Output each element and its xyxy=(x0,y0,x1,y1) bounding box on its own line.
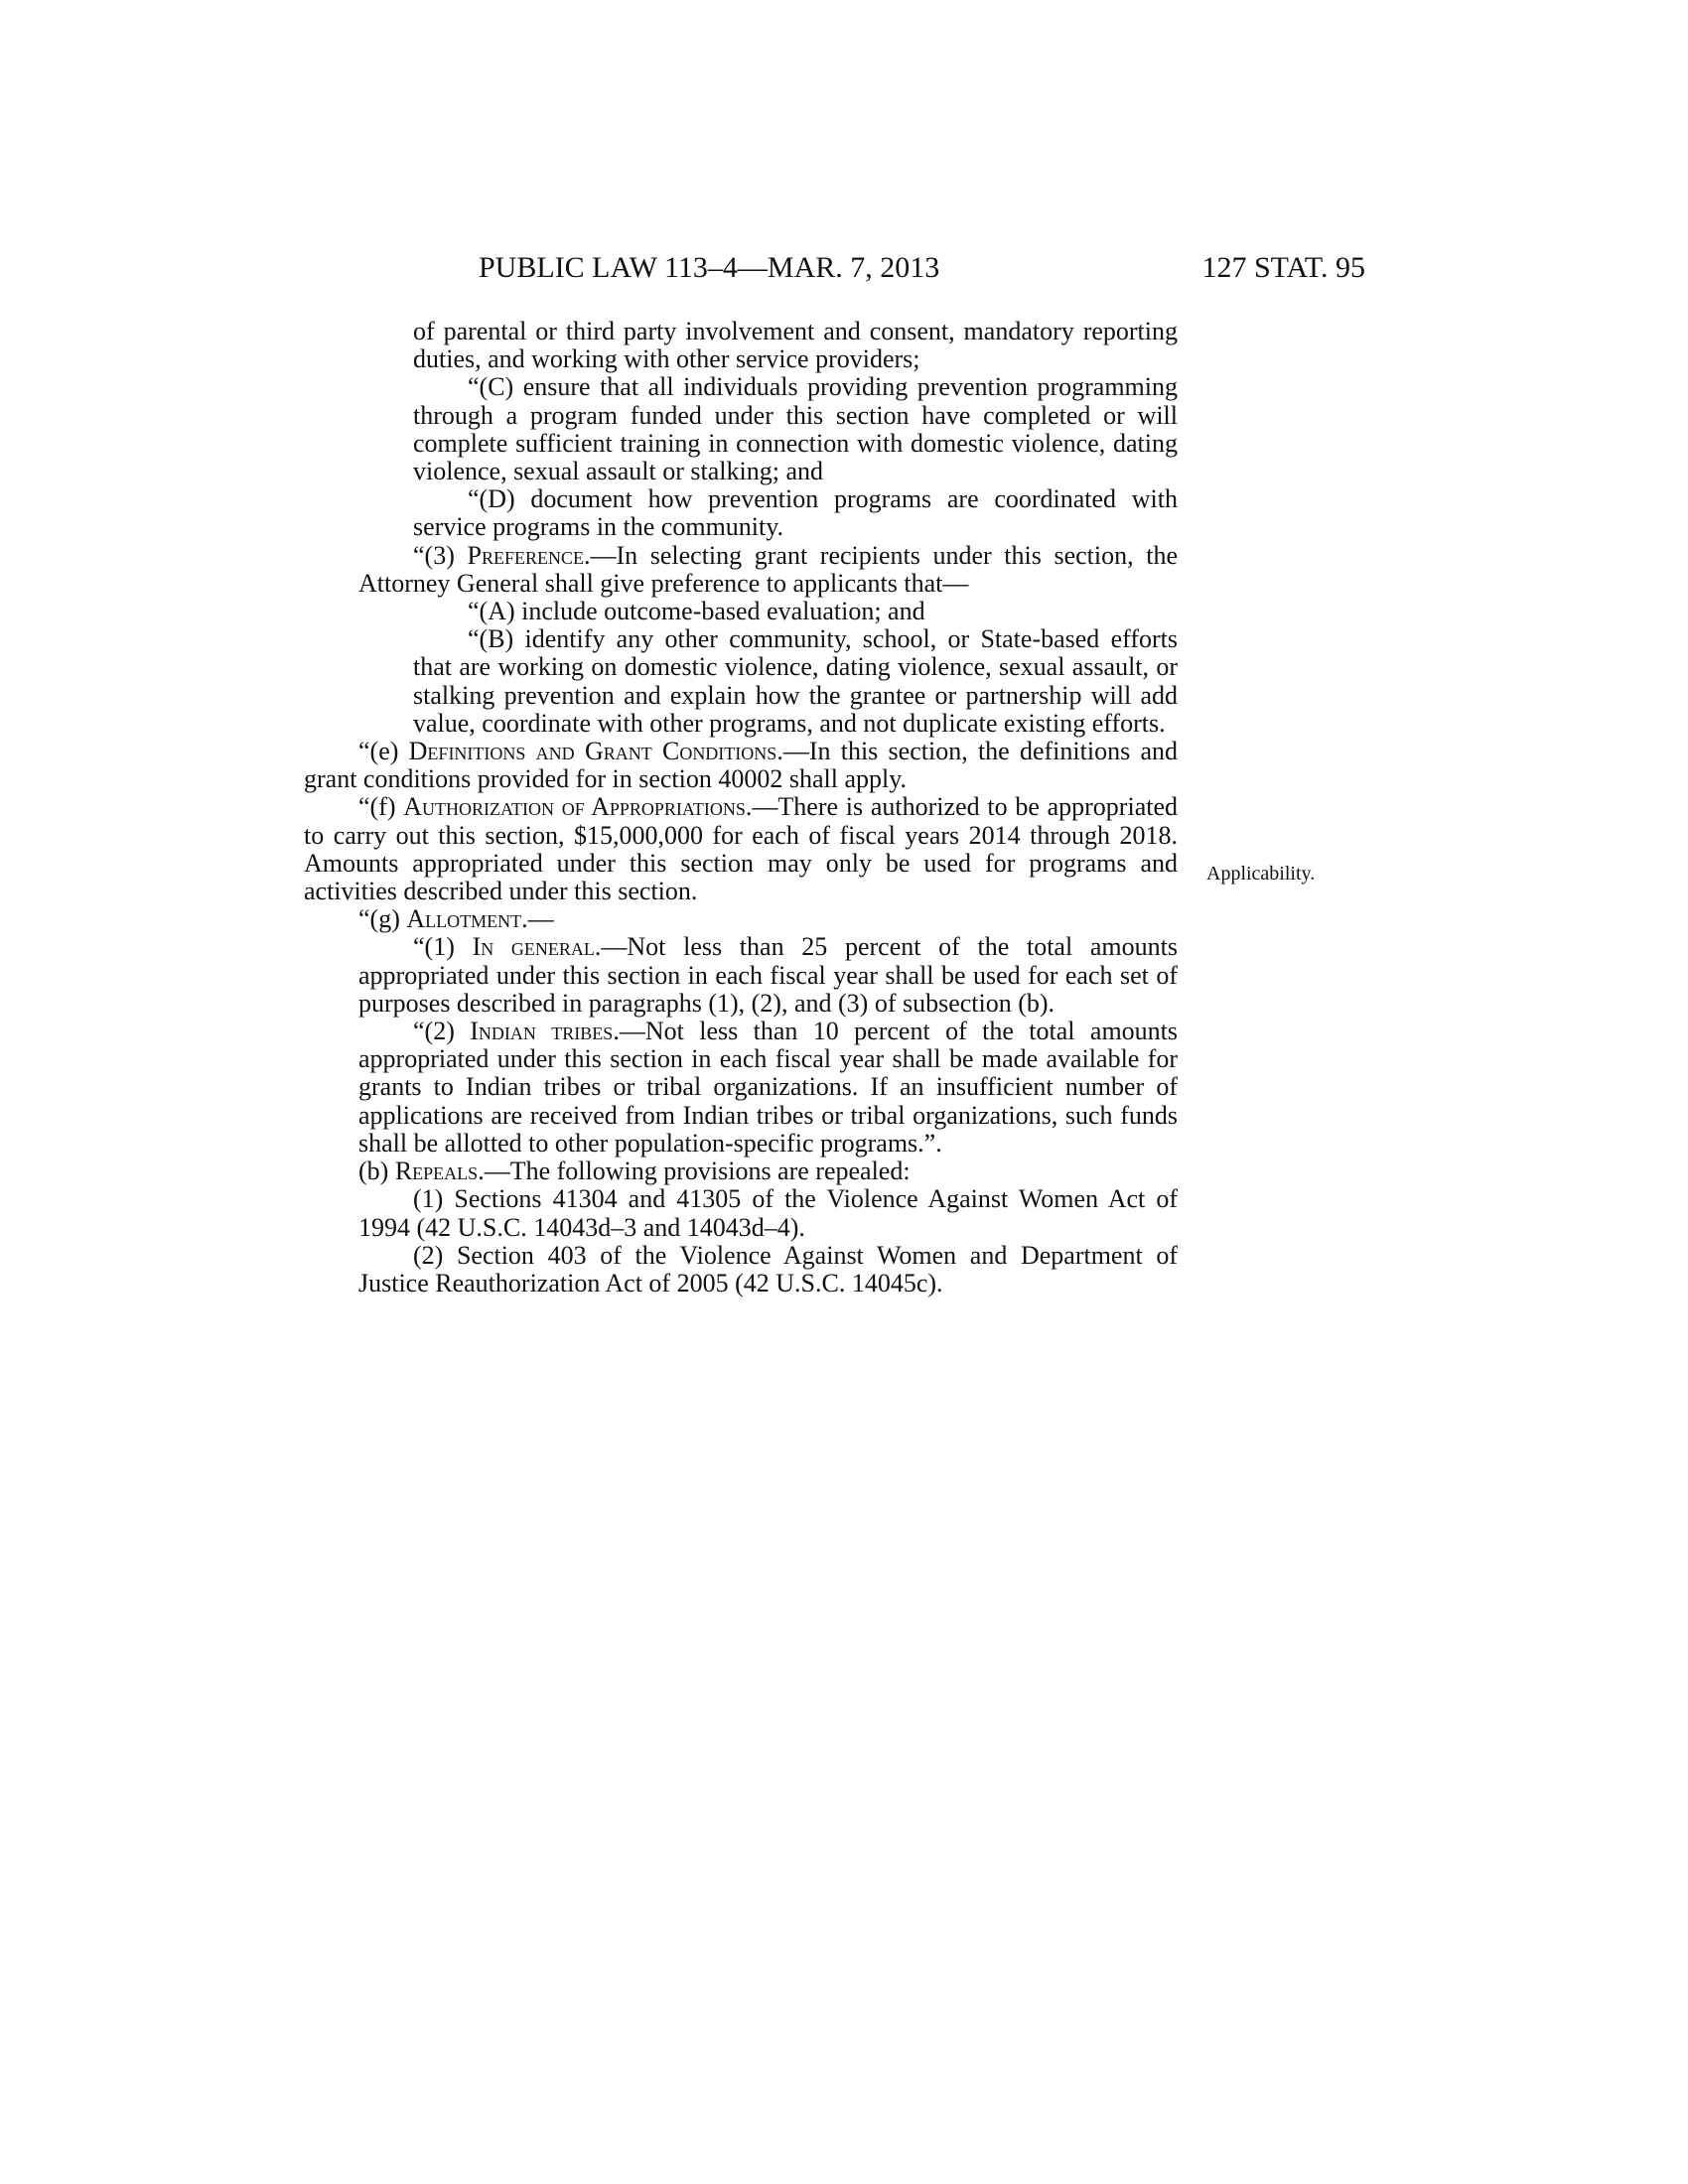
section-caption: Preference xyxy=(467,540,584,570)
paragraph-g-1-in-general: “(1) In general.—Not less than 25 percent of the total amounts appropriated under this section in each fiscal year shall be used for each set of purposes described in paragraphs (1), (2), and (3) of subsection (b). xyxy=(358,932,1178,1018)
subsection-e-definitions: “(e) Definitions and Grant Conditions.—In this section, the definitions and grant conditions provided for in section 40002 shall apply. xyxy=(304,737,1178,794)
paragraph-3-b: “(B) identify any other community, school, or State-based efforts that are working on domestic violence, dating violence, sexual assault, or stalking prevention and explain how the grantee or partnership will add value, coordinate with other programs, and not duplicate existing efforts. xyxy=(413,624,1178,738)
repeal-item-1: (1) Sections 41304 and 41305 of the Violence Against Women Act of 1994 (42 U.S.C. 14043d–3 and 14043d–4). xyxy=(358,1184,1178,1242)
section-caption: Indian tribes xyxy=(470,1017,614,1046)
margin-note-applicability: Applicability. xyxy=(1206,863,1316,885)
subsection-b-repeals: (b) Repeals.—The following provisions are repealed: xyxy=(358,1157,911,1186)
paragraph-3-preference: “(3) Preference.—In selecting grant recipients under this section, the Attorney General shall give preference to applicants that— xyxy=(358,540,1179,598)
paragraph-2-c: “(C) ensure that all individuals providing prevention programming through a program funded under this section have completed or will complete sufficient training in connection with domestic violence, dating violence, sexual assault or stalking; and xyxy=(413,372,1178,486)
subsection-f-authorization: “(f) Authorization of Appropriations.—There is authorized to be appropriated to carry out this section, $15,000,000 for each of fiscal years 2014 through 2018. Amounts appropriated under this section may only be used for programs and activities described under this section. xyxy=(304,792,1178,906)
paragraph-continuation: of parental or third party involvement and consent, mandatory reporting duties, and working with other service providers; xyxy=(413,317,1178,374)
statute-page-number: 127 STAT. 95 xyxy=(1201,251,1365,284)
section-caption: Authorization of Appropriations xyxy=(403,792,746,822)
section-caption: Repeals xyxy=(394,1157,479,1186)
running-head: PUBLIC LAW 113–4—MAR. 7, 2013 xyxy=(479,251,940,284)
section-caption: Allotment xyxy=(406,904,522,934)
paragraph-g-2-indian-tribes: “(2) Indian tribes.—Not less than 10 percent of the total amounts appropriated under this section in each fiscal year shall be made available for grants to Indian tribes or tribal organizations. If an insufficient number of applications are received from Indian tribes or tribal organizations, such funds shall be allotted to other population-specific programs.”. xyxy=(358,1017,1179,1158)
paragraph-3-a: “(A) include outcome-based evaluation; and xyxy=(468,597,925,626)
paragraph-2-d: “(D) document how prevention programs are coordinated with service programs in the community. xyxy=(413,484,1178,542)
section-caption: In general xyxy=(472,932,595,962)
statute-body xyxy=(304,318,1178,1297)
section-caption: Definitions and Grant Conditions xyxy=(408,737,777,766)
page-header xyxy=(467,250,1365,290)
repeal-item-2: (2) Section 403 of the Violence Against Women and Department of Justice Reauthorization Act of 2005 (42 U.S.C. 14045c). xyxy=(358,1240,1178,1297)
subsection-g-allotment: “(g) Allotment.— xyxy=(358,904,554,934)
